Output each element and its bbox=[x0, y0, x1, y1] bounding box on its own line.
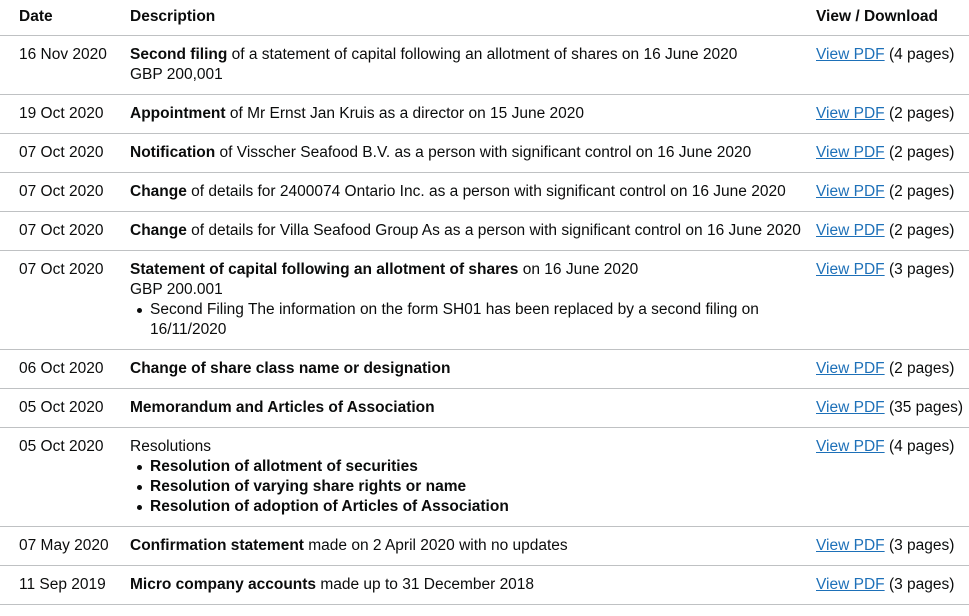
page-count: (3 pages) bbox=[888, 576, 955, 593]
view-download-cell bbox=[816, 212, 969, 251]
view-pdf-link[interactable]: View PDF bbox=[816, 183, 885, 200]
table-row bbox=[0, 566, 969, 605]
list-item: Resolution of adoption of Articles of Association bbox=[150, 497, 816, 517]
filing-description bbox=[130, 36, 816, 95]
table-row bbox=[0, 527, 969, 566]
table-row bbox=[0, 251, 969, 350]
filing-description bbox=[130, 134, 816, 173]
filing-detail: of a statement of capital following an allotment of shares on 16 June 2020 bbox=[227, 46, 738, 63]
table-body bbox=[0, 36, 969, 605]
view-download-cell bbox=[816, 389, 969, 428]
page-count: (35 pages) bbox=[888, 399, 964, 416]
table-row bbox=[0, 428, 969, 527]
table-row bbox=[0, 173, 969, 212]
page-count: (2 pages) bbox=[888, 183, 955, 200]
filing-date: 19 Oct 2020 bbox=[0, 95, 130, 134]
filing-description bbox=[130, 95, 816, 134]
view-pdf-link[interactable]: View PDF bbox=[816, 144, 885, 161]
filing-detail: of details for 2400074 Ontario Inc. as a person with significant control on 16 June 2020 bbox=[186, 183, 786, 200]
view-download-cell bbox=[816, 527, 969, 566]
table-header-row bbox=[0, 0, 969, 36]
view-download-cell bbox=[816, 36, 969, 95]
column-header-description: Description bbox=[130, 0, 816, 36]
filing-description bbox=[130, 350, 816, 389]
table-row bbox=[0, 36, 969, 95]
filing-type: Change bbox=[130, 222, 187, 239]
filing-notes-list bbox=[130, 457, 816, 517]
page-count: (3 pages) bbox=[888, 261, 955, 278]
page-count: (4 pages) bbox=[888, 46, 955, 63]
filing-date: 07 Oct 2020 bbox=[0, 173, 130, 212]
filing-description bbox=[130, 428, 816, 527]
page-count: (2 pages) bbox=[888, 360, 955, 377]
view-download-cell bbox=[816, 350, 969, 389]
filing-type: Statement of capital following an allotment of shares bbox=[130, 261, 519, 278]
page-count: (4 pages) bbox=[888, 438, 955, 455]
page-count: (2 pages) bbox=[888, 144, 955, 161]
filing-detail: Resolutions bbox=[130, 438, 211, 455]
list-item: Second Filing The information on the form SH01 has been replaced by a second filing on 16/11/2020 bbox=[150, 300, 816, 340]
filing-detail: on 16 June 2020 bbox=[518, 261, 639, 278]
filing-detail: of Mr Ernst Jan Kruis as a director on 15 June 2020 bbox=[225, 105, 584, 122]
filing-type: Memorandum and Articles of Association bbox=[130, 399, 435, 416]
filing-detail: made up to 31 December 2018 bbox=[316, 576, 535, 593]
filing-detail: made on 2 April 2020 with no updates bbox=[303, 537, 568, 554]
filing-type: Appointment bbox=[130, 105, 226, 122]
view-pdf-link[interactable]: View PDF bbox=[816, 360, 885, 377]
table-row bbox=[0, 389, 969, 428]
list-item: Resolution of allotment of securities bbox=[150, 457, 816, 477]
view-download-cell bbox=[816, 173, 969, 212]
filing-date: 07 Oct 2020 bbox=[0, 134, 130, 173]
view-pdf-link[interactable]: View PDF bbox=[816, 438, 885, 455]
table-row bbox=[0, 134, 969, 173]
filing-type: Notification bbox=[130, 144, 216, 161]
filing-date: 07 May 2020 bbox=[0, 527, 130, 566]
filing-date: 07 Oct 2020 bbox=[0, 212, 130, 251]
filing-date: 05 Oct 2020 bbox=[0, 389, 130, 428]
capital-amount: GBP 200,001 bbox=[130, 66, 223, 83]
filing-description bbox=[130, 527, 816, 566]
filing-description bbox=[130, 173, 816, 212]
list-item: Resolution of varying share rights or name bbox=[150, 477, 816, 497]
filing-description bbox=[130, 212, 816, 251]
filing-date: 07 Oct 2020 bbox=[0, 251, 130, 350]
filing-type: Confirmation statement bbox=[130, 537, 304, 554]
filing-type: Change bbox=[130, 183, 187, 200]
filing-date: 11 Sep 2019 bbox=[0, 566, 130, 605]
filing-detail: of Visscher Seafood B.V. as a person with significant control on 16 June 2020 bbox=[215, 144, 752, 161]
column-header-view-download: View / Download bbox=[816, 0, 969, 36]
table-row bbox=[0, 95, 969, 134]
view-pdf-link[interactable]: View PDF bbox=[816, 576, 885, 593]
filing-description bbox=[130, 251, 816, 350]
filing-type: Change of share class name or designation bbox=[130, 360, 451, 377]
filing-type: Micro company accounts bbox=[130, 576, 317, 593]
view-pdf-link[interactable]: View PDF bbox=[816, 537, 885, 554]
filing-notes-list bbox=[130, 300, 816, 340]
table-row bbox=[0, 350, 969, 389]
filing-date: 05 Oct 2020 bbox=[0, 428, 130, 527]
view-pdf-link[interactable]: View PDF bbox=[816, 105, 885, 122]
column-header-date: Date bbox=[0, 0, 130, 36]
view-download-cell bbox=[816, 95, 969, 134]
view-download-cell bbox=[816, 428, 969, 527]
capital-amount: GBP 200.001 bbox=[130, 281, 223, 298]
view-pdf-link[interactable]: View PDF bbox=[816, 399, 885, 416]
view-download-cell bbox=[816, 566, 969, 605]
table-row bbox=[0, 212, 969, 251]
filing-description bbox=[130, 566, 816, 605]
filing-type: Second filing bbox=[130, 46, 228, 63]
page-count: (3 pages) bbox=[888, 537, 955, 554]
view-pdf-link[interactable]: View PDF bbox=[816, 222, 885, 239]
view-download-cell bbox=[816, 134, 969, 173]
filing-date: 16 Nov 2020 bbox=[0, 36, 130, 95]
view-download-cell bbox=[816, 251, 969, 350]
filing-detail: of details for Villa Seafood Group As as a person with significant control on 16 June 2020 bbox=[186, 222, 801, 239]
filing-description bbox=[130, 389, 816, 428]
view-pdf-link[interactable]: View PDF bbox=[816, 261, 885, 278]
page-count: (2 pages) bbox=[888, 222, 955, 239]
page-count: (2 pages) bbox=[888, 105, 955, 122]
view-pdf-link[interactable]: View PDF bbox=[816, 46, 885, 63]
filing-date: 06 Oct 2020 bbox=[0, 350, 130, 389]
